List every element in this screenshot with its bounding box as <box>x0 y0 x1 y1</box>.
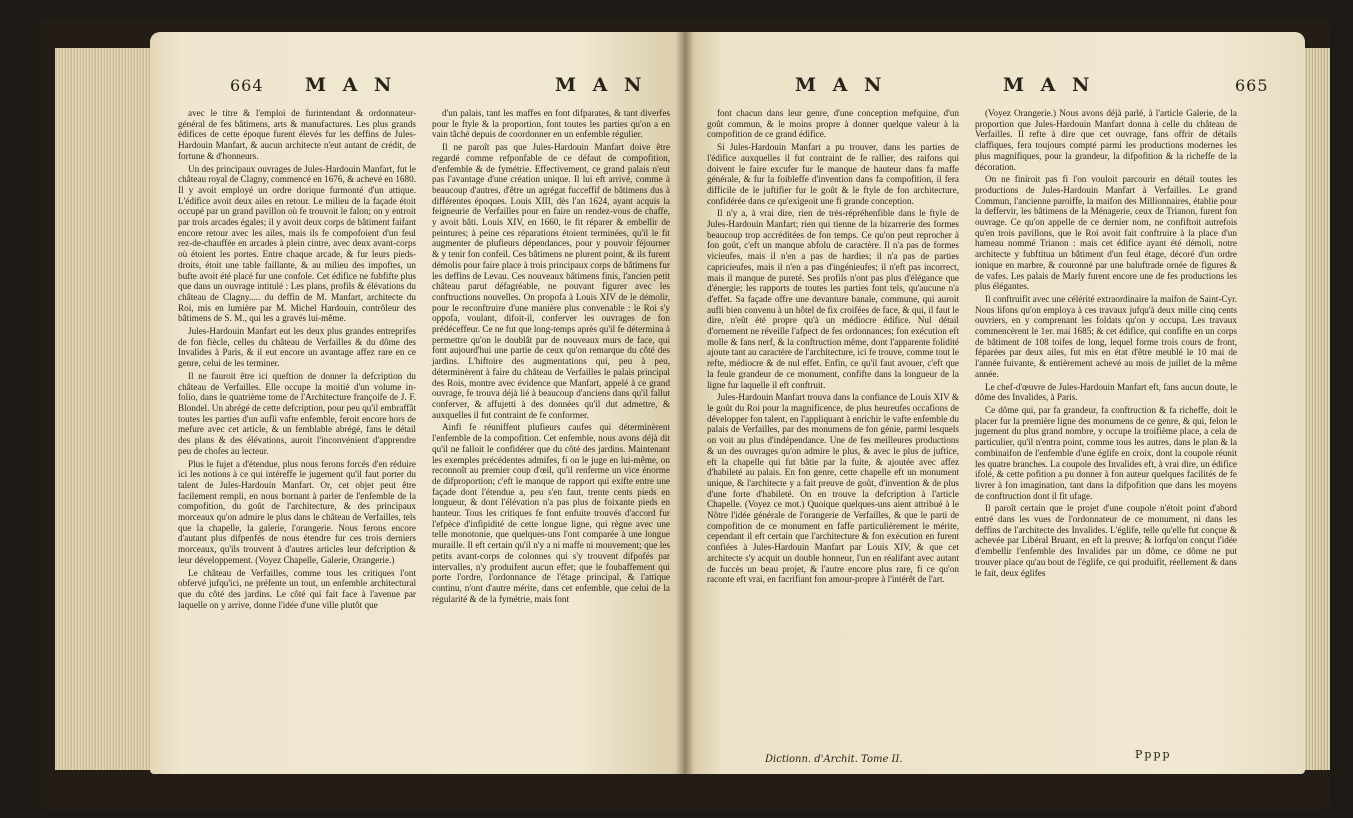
paragraph: avec le titre & l'emploi de furintendant & ordonnateur-général de fes bâtimens, arts & manufactures. Les plus grands édifices de cette époque furent élevés fur les deffins de Jules-Hardouin Manfart, & aucun architecte n'eut autant de crédit, de fortune & d'honneurs. <box>178 108 416 161</box>
paragraph: font chacun dans leur genre, d'une conception mefquine, d'un goût commun, & le moins propre à donner quelque valeur à la compofition de ce grand édifice. <box>707 108 959 140</box>
right-page-stack <box>1305 48 1330 770</box>
paragraph: Un des principaux ouvrages de Jules-Hardouin Manfart, fut le château royal de Clagny, commencé en 1676, & achevé en 1680. Il y avoit employé un ordre dorique furmonté d'un attique. L'édifice avoit deux ailes en retour. Le milieu de la façade étoit occupé par un grand pavillon où fe trouvoit le falon; on y entroit par trois arcades égales; il y avoit deux corps de bâtiment faifant encore retour avec les ailes, mais ils fe compofoient d'un feul rez-de-chauffée en arcades à plein cintre, avec deux avant-corps où étoient les portes. Entre chaque arcade, & fur leurs pieds-droits, étoit une table faillante, & au milieu des impoftes, un bufte avoit été placé fur une confole. Cet édifice ne fubfifte plus que dans un ouvrage intitulé : Les plans, profils & élévations du château de Clagny..... du deffin de M. Manfart, architecte du Roi, mis en lumière par M. Michel Hardouin, contrôleur des bâtimens de S. M., qui les a gravés lui-même. <box>178 163 416 324</box>
right-column-2 <box>975 108 1237 580</box>
paragraph: d'un palais, tant les maffes en font difparates, & tant diverfes pour le ftyle & la proportion, font toutes les parties qu'on a en vain tâché depuis de coordonner en un enfemble régulier. <box>432 108 670 140</box>
paragraph: Si Jules-Hardouin Manfart a pu trouver, dans les parties de l'édifice auxquelles il fut contraint de fe rallier, des raifons qui doivent le faire excufer fur le manque de hauteur dans fa maffe générale, & fur la foibleffe d'invention dans fa compofition, il fera difficile de le juftifier fur le goût & le ftyle de fon architecture, confidérée dans ce qu'exigeoit une fi grande conception. <box>707 142 959 206</box>
paragraph: Il paroît certain que le projet d'une coupole n'étoit point d'abord entré dans les vues de l'ordonnateur de ce monument, ni dans les deffins de l'architecte des Invalides. L'églife, telle qu'elle fut conçue & achevée par Libéral Bruant, en eft la preuve; & lorfqu'on conçut l'idée d'embellir l'enfemble des Invalides par un dôme, ce dôme ne put trouver place qu'au bout de l'églife, ce qui produifit, réellement & dans le fait, deux églifes <box>975 503 1237 578</box>
left-running-head-1: M A N <box>305 74 397 96</box>
paragraph: Jules-Hardouin Manfart eut les deux plus grandes entreprifes de fon fiècle, celles du château de Verfailles & du dôme des Invalides à Paris, & il eut encore un avantage affez rare en ce genre, celui de les terminer. <box>178 326 416 369</box>
right-running-head-2: M A N <box>1003 74 1095 96</box>
right-running-head-1: M A N <box>795 74 887 96</box>
signature-mark: Pppp <box>1135 748 1172 761</box>
right-column-1 <box>707 108 959 587</box>
left-page-stack <box>55 48 150 770</box>
paragraph: Ce dôme qui, par fa grandeur, fa conftruction & fa richeffe, doit le placer fur la première ligne des monumens de ce genre, & qui, felon le jugement du plus grand nombre, y occupe la troifième place, a cela de particulier, qu'il n'entra point, comme tous les autres, dans le plan & la combinaifon de l'enfemble d'une églife en croix, dont la coupole réunit les quatre branches. La coupole des Invalides eft, à vrai dire, un édifice ifolé, & cette pofition a pu donner à fon auteur quelques facilités de fe livrer à fon imagination, tant dans la difpofition que dans les moyens de conftruction dont il fit ufage. <box>975 404 1237 501</box>
paragraph: Il ne paroît pas que Jules-Hardouin Manfart doive être regardé comme refponfable de ce défaut de compofition, d'enfemble & de fymétrie. Effectivement, ce grand palais n'eut pas l'avantage d'une création unique. Il lui eft arrivé, comme à beaucoup d'autres, d'être un agrégat fucceffif de bâtimens dus à différentes époques. Louis XIII, dès l'an 1624, ayant acquis la feigneurie de Verfailles pour en faire un rendez-vous de chaffe, y avoit bâti. Louis XIV, en 1660, le fit réparer & embellir de peintures; à peine ces réparations étoient terminées, qu'il le fit augmenter de plufieurs dépendances, pour y pouvoir féjourner & y tenir fon confeil. Ces bâtimens ne plurent point, & ils furent démolis pour faire place à trois principaux corps de bâtimens fur les deffins de Levau. Ces nouveaux bâtimens finis, l'ancien petit château parut défagréable, ne pouvant figurer avec les conftructions nouvelles. On propofa à Louis XIV de le démolir, pour le reconftruire d'une manière plus convenable : le Roi s'y oppofa, voulant, difoit-il, conferver les ouvrages de fon prédéceffeur. Ce ne fut que long-temps après qu'il fe détermina à permettre qu'on le doublât par de nouveaux murs de face, qui font aujourd'hui une partie de ceux qu'on remarque du côté des jardins. L'hiftoire des augmentations qui, peu à peu, déterminèrent à faire du château de Verfailles le palais principal des Rois, montre avec évidence que Manfart, appelé à ce grand ouvrage, fe trouva déjà lié à beaucoup d'anciens dans qu'il fallut conferver, & affujetti à des données qu'il dut admettre, & auxquelles il fut contraint de fe conformer. <box>432 142 670 420</box>
paragraph: Le chef-d'œuvre de Jules-Hardouin Manfart eft, fans aucun doute, le dôme des Invalides, à Paris. <box>975 381 1237 403</box>
book-gutter <box>676 32 694 774</box>
paragraph: Il conftruifit avec une célérité extraordinaire la maifon de Saint-Cyr. Nous lifons qu'on employa à ces travaux jufqu'à deux mille cinq cents ouvriers, en y comprenant les foldats qu'on y occupa. Les travaux commencèrent le 1er. mai 1685; & cet édifice, qui confifte en un corps de bâtiment de 108 toifes de long, lequel forme trois cours de front, féparées par deux ailes, fut mis en état d'être meublé le 10 mai de l'année fuivante, & entièrement achevé au mois de juillet de la même année. <box>975 293 1237 379</box>
left-column-1 <box>178 108 416 612</box>
right-page <box>685 32 1305 774</box>
paragraph: Jules-Hardouin Manfart trouva dans la confiance de Louis XIV & le goût du Roi pour la magnificence, de plus heureufes occafions de développer fon talent, en l'appliquant à enrichir le vafte enfemble du palais de Verfailles, par des monumens de fon génie, parmi lesquels on voit au plus d'indépendance. Une de fes meilleures productions & un des ouvrages qu'on admire le plus, & avec le plus de juftice, eft la chapelle qui fut bâtie par la fuite, & ajoutée avec affez d'habileté au palais. En fon genre, cette chapelle eft un monument unique, & l'architecte y a fait preuve de goût, d'invention & de plus d'une forte d'habileté. On en trouve la defcription à l'article Chapelle. (Voyez ce mot.) Quoique quelques-uns aient attribué à le Nôtre l'idée générale de l'orangerie de Verfailles, & que le parti de compofition de ce monument en faffe particulièrement le mérite, cependant il eft certain que l'architecture & fon exécution en furent confiées à Jules-Hardouin Manfart par Louis XIV, & que cet architecte s'y acquit un double honneur, l'un en réalifant avec autant de fuccès un beau projet, & l'autre encore plus rare, fi ce qu'on raconte eft vrai, en facrifiant fon amour-propre à l'intérêt de l'art. <box>707 392 959 585</box>
footer-title: Dictionn. d'Archit. Tome II. <box>765 754 903 765</box>
left-page <box>150 32 685 774</box>
paragraph: Plus le fujet a d'étendue, plus nous ferons forcés d'en réduire ici les notions à ce qui intéreffe le jugement qu'il faut porter du talent de Jules-Hardouin Manfart. Or, cet objet peut être facilement rempli, en nous bornant à parler de l'enfemble de la compofition, du goût de l'architecture, & des principaux morceaux qu'on admire le plus dans le château de Verfailles, tels que la chapelle, la galerie, l'orangerie. Nous ferons encore d'autant plus difpenfés de nous étendre fur ces trois derniers morceaux, qu'ils trouvent à d'autres articles leur defcription & leur développement. (Voyez Chapelle, Galerie, Orangerie.) <box>178 458 416 565</box>
paragraph: On ne finiroit pas fi l'on vouloit parcourir en détail toutes les productions de Jules-Hardouin Manfart à Verfailles. Le grand Commun, l'ancienne paroiffe, la maifon des Millionnaires, établie pour la deffervir, les bâtimens de la Ménagerie, ceux de Trianon, furent fon ouvrage. Ce qu'on appelle de ce dernier nom, ne confiftoit autrefois qu'en trois pavillons, que le Roi avoit fait conftruire à la place d'un hameau nommé Trianon : mais cet édifice ayant été démoli, notre architecte y fubftitua un bâtiment d'un feul étage, décoré d'un ordre ionique en marbre, & couronné par une baluftrade ornée de figures & de vafes. Les palais de Marly furent encore une de fes productions les plus élégantes. <box>975 174 1237 292</box>
paragraph: Ainfi fe réuniffent plufieurs caufes qui déterminèrent l'enfemble de la compofition. Cet enfemble, nous avons déjà dit qu'il ne falloit le confidérer que du côté des jardins. Maintenant les exemples précédentes admifes, fi on le juge en lui-même, on reconnoît au premier coup d'œil, qu'il renferme un vice énorme de difproportion; c'eft le manque de rapport qui exifte entre une façade dont l'étendue a, peu s'en faut, trente cents pieds en longueur, & dont l'élévation n'a pas plus de foixante pieds en hauteur. Tous les critiques fe font enfuite trouvés d'accord fur l'efpèce d'infipidité de cette longue ligne, qui règne avec une telle monotonie, que quelques-uns l'ont comparée à une longue muraille. Il eft certain qu'il n'y a ni maffe ni mouvement; que les petits avant-corps de colonnes qui s'y trouvent difpofés par intervalles, n'y produifent aucun effet; que le foubaffement qui porte l'ordre, l'ordonnance de l'étage principal, & l'attique continu, n'ont d'autre mérite, dans cet enfemble, que celui de la régularité & de la fymétrie, mais font <box>432 422 670 604</box>
left-running-head-2: M A N <box>555 74 647 96</box>
right-page-number: 665 <box>1235 76 1269 95</box>
paragraph: Le château de Verfailles, comme tous les critiques l'ont obfervé jufqu'ici, ne préfente un tout, un enfemble architectural que du côté des jardins. Le côté qui fait face à l'avenue par laquelle on y arrive, donne l'idée d'une ville plutôt que <box>178 567 416 610</box>
paragraph: Il n'y a, à vrai dire, rien de très-répréhenfible dans le ftyle de Jules-Hardouin Manfart; rien qui tienne de la bizarrerie des formes beaucoup trop accréditées de fon temps. Ce qu'on peut reprocher à fon goût, c'eft un manque abfolu de caractère. Il n'a pas de formes vicieufes, mais il n'en a pas de hardies; il n'a pas de parties capricieufes, mais il n'en a pas d'ingénieufes; il n'eft pas incorrect, mais il manque de pureté. Ses profils n'ont pas plus d'élégance que d'énergie; les rapports de toutes les parties font tels, qu'aucune n'a d'effet. Sa façade offre une devanture banale, commune, qui auroit aufli bien convenu à un hôtel de fix croifées de face, & qui, il faut le dire, n'eût été propre qu'à un médiocre édifice. Nul détail d'ornement ne réveille l'afpect de fes ordonnances; fon exécution eft molle & fans nerf, & la conftruction même, dont l'apparente folidité ajoute tant au caractère de l'architecture, ici fe trouve, comme tout le refte, médiocre & de nul effet. Enfin, ce qu'il faut avouer, c'eft que la feule grandeur de ce monument, confifte dans la longueur de la ligne fur laquelle il eft conftruit. <box>707 208 959 390</box>
paragraph: (Voyez Orangerie.) Nous avons déjà parlé, à l'article Galerie, de la proportion que Jules-Hardouin Manfart donna à celle du château de Verfailles. Il refte à dire que cet ouvrage, fans offrir de détails claffiques, fera toujours compté parmi les productions modernes les plus magnifiques, pour la grandeur, la difpofition & la richeffe de la décoration. <box>975 108 1237 172</box>
left-column-2 <box>432 108 670 606</box>
paragraph: Il ne fauroit être ici queftion de donner la defcription du château de Verfailles. Elle occupe la moitié d'un volume in-folio, dans le quatrième tome de l'Architecture françoife de J. F. Blondel. Un abrégé de cette defcription, pour peu qu'il embraffât toutes les parties d'un aufli vafte enfemble, feroit encore hors de mefure avec cet article, & un femblable abrégé, fans le détail des plans & des élévations, auroit l'inconvénient d'apprendre peu de chofes au lecteur. <box>178 370 416 456</box>
left-page-number: 664 <box>230 76 264 95</box>
